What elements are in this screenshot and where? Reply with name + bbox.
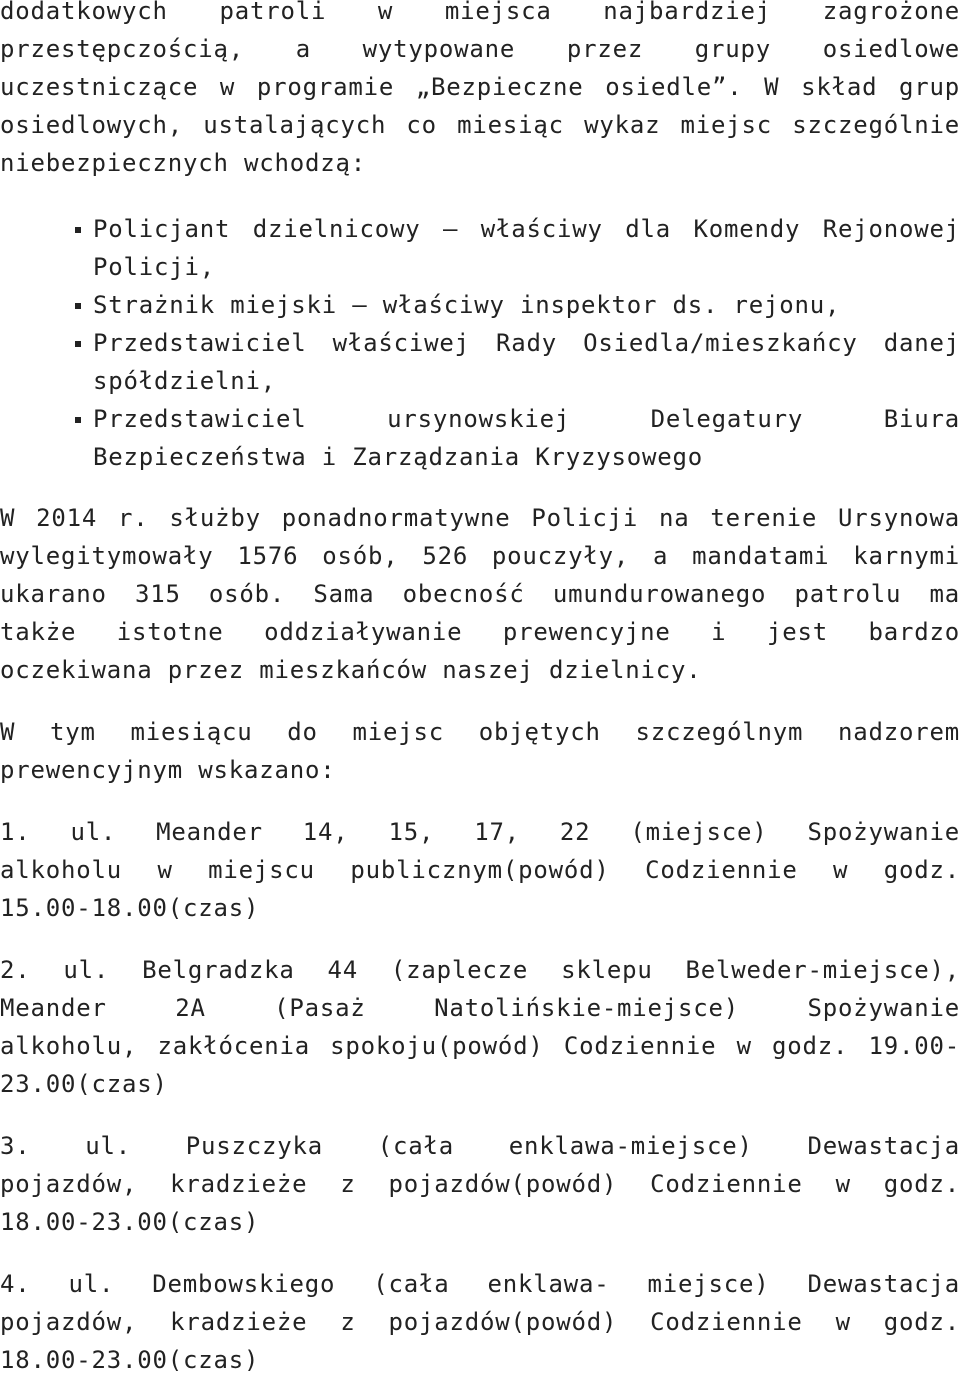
text-line: wylegitymowały 1576 osób, 526 pouczyły, a mandatami karnymi <box>0 542 960 570</box>
text-line: 18.00-23.00(czas) <box>0 1208 260 1236</box>
text-line: pojazdów, kradzieże z pojazdów(powód) Codziennie w godz. <box>0 1308 960 1336</box>
text-line: 1. ul. Meander 14, 15, 17, 22 (miejsce) Spożywanie <box>0 818 960 846</box>
list-item <box>75 210 960 286</box>
text-line: 18.00-23.00(czas) <box>0 1346 260 1374</box>
text-line: prewencyjnym wskazano: <box>0 756 336 784</box>
text-line: alkoholu w miejscu publicznym(powód) Codziennie w godz. <box>0 856 960 884</box>
text-line: W 2014 r. służby ponadnormatywne Policji na terenie Ursynowa <box>0 504 960 532</box>
text-line: Policjant dzielnicowy – właściwy dla Komendy Rejonowej <box>93 215 960 243</box>
location-item <box>0 951 960 1103</box>
text-line: 4. ul. Dembowskiego (cała enklawa- miejsce) Dewastacja <box>0 1270 960 1298</box>
text-line: Strażnik miejski – właściwy inspektor ds. rejonu, <box>93 291 841 319</box>
location-item <box>0 1127 960 1241</box>
text-line: uczestniczące w programie „Bezpieczne osiedle”. W skład grup <box>0 73 960 101</box>
text-line: ukarano 315 osób. Sama obecność umundurowanego patrolu ma <box>0 580 960 608</box>
text-line: Policji, <box>93 253 215 281</box>
members-list <box>0 210 960 476</box>
text-line: Bezpieczeństwa i Zarządzania Kryzysowego <box>93 443 703 471</box>
text-line: niebezpiecznych wchodzą: <box>0 149 366 177</box>
text-line: 3. ul. Puszczyka (cała enklawa-miejsce) Dewastacja <box>0 1132 960 1160</box>
intro-paragraph <box>0 0 960 182</box>
list-item <box>75 324 960 400</box>
text-line: W tym miesiącu do miejsc objętych szczególnym nadzorem <box>0 718 960 746</box>
text-line: 23.00(czas) <box>0 1070 168 1098</box>
text-line: dodatkowych patroli w miejsca najbardziej zagrożone <box>0 0 960 25</box>
text-line: Przedstawiciel ursynowskiej Delegatury Biura <box>93 405 960 433</box>
location-item <box>0 1265 960 1379</box>
text-line: oczekiwana przez mieszkańców naszej dzielnicy. <box>0 656 702 684</box>
list-item <box>75 400 960 476</box>
text-line: alkoholu, zakłócenia spokoju(powód) Codziennie w godz. 19.00- <box>0 1032 960 1060</box>
text-line: 15.00-18.00(czas) <box>0 894 260 922</box>
text-line: Przedstawiciel właściwej Rady Osiedla/mieszkańcy danej <box>93 329 960 357</box>
text-line: Meander 2A (Pasaż Natolińskie-miejsce) Spożywanie <box>0 994 960 1022</box>
text-line: pojazdów, kradzieże z pojazdów(powód) Codziennie w godz. <box>0 1170 960 1198</box>
month-intro-paragraph <box>0 713 960 789</box>
text-line: także istotne oddziaływanie prewencyjne i jest bardzo <box>0 618 960 646</box>
stats-paragraph <box>0 499 960 689</box>
text-line: przestępczością, a wytypowane przez grupy osiedlowe <box>0 35 960 63</box>
text-line: 2. ul. Belgradzka 44 (zaplecze sklepu Belweder-miejsce), <box>0 956 960 984</box>
list-item <box>75 286 960 324</box>
text-line: osiedlowych, ustalających co miesiąc wykaz miejsc szczególnie <box>0 111 960 139</box>
text-line: spółdzielni, <box>93 367 276 395</box>
location-item <box>0 813 960 927</box>
